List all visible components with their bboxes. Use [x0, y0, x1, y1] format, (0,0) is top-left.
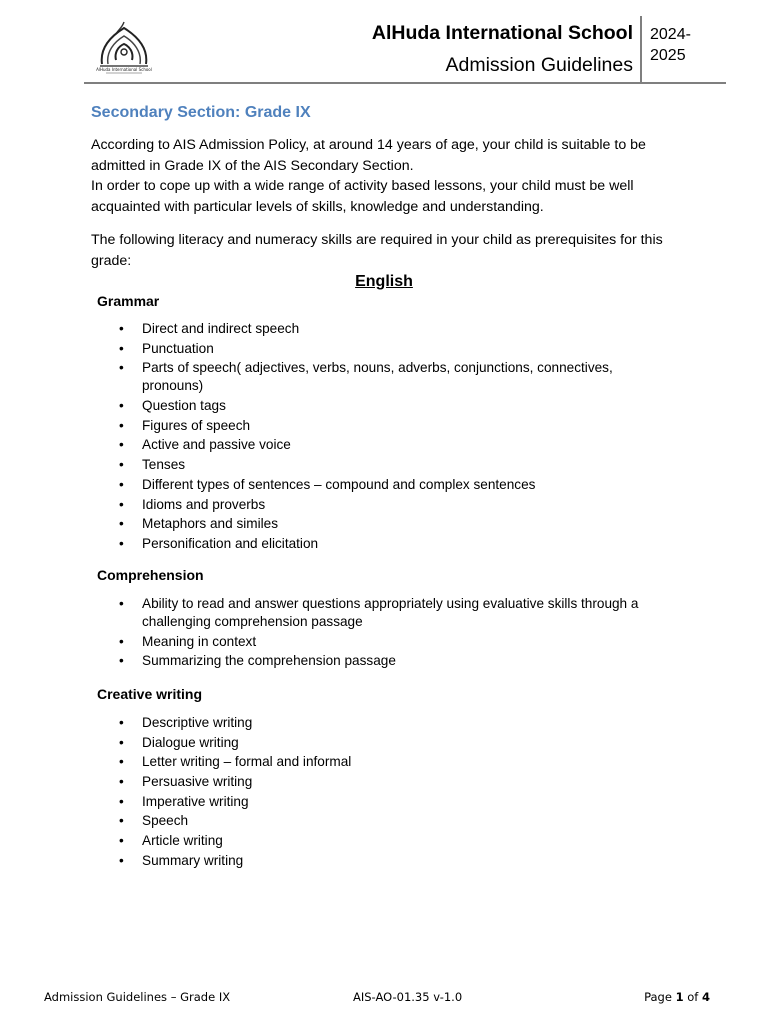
page-current: 1 [675, 990, 684, 1004]
intro-paragraph-3: The following literacy and numeracy skills are required in your child as prerequisites for this grade: [91, 232, 663, 269]
list-item: • Figures of speech [0, 417, 642, 435]
grammar-heading: Grammar [97, 293, 160, 309]
list-item: • Article writing [0, 832, 642, 850]
school-crest-icon [94, 20, 154, 80]
list-item: • Question tags [0, 397, 642, 415]
page-number [644, 990, 710, 1004]
intro-paragraph-2: In order to cope up with a wide range of activity based lessons, your child must be well acquainted with particular levels of skills, knowledge and understanding. [91, 178, 634, 215]
list-item: • Dialogue writing [0, 734, 642, 752]
list-item: • Letter writing – formal and informal [0, 753, 642, 771]
comprehension-list [0, 595, 642, 672]
list-item: • Imperative writing [0, 793, 642, 811]
academic-year-start: 2024- [650, 26, 691, 43]
page-total: 4 [701, 990, 710, 1004]
list-item: • Speech [0, 812, 642, 830]
subject-heading: English [355, 273, 413, 290]
footer-document-code: AIS-AO-01.35 v-1.0 [353, 990, 463, 1004]
list-item: • Different types of sentences – compound and complex sentences [0, 476, 642, 494]
list-item: • Punctuation [0, 340, 642, 358]
footer-title: Admission Guidelines – Grade IX [44, 990, 231, 1004]
header-divider-vertical [640, 16, 642, 84]
comprehension-heading: Comprehension [97, 567, 204, 583]
header-divider-horizontal [84, 82, 726, 84]
school-name: AlHuda International School [371, 22, 633, 44]
page-of-label: of [687, 990, 699, 1004]
list-item: • Metaphors and similes [0, 515, 642, 533]
page-label: Page [644, 990, 672, 1004]
document-subtitle: Admission Guidelines [445, 54, 633, 76]
intro-paragraph-1: According to AIS Admission Policy, at around 14 years of age, your child is suitable to be admitted in Grade IX of the AIS Secondary Section. [91, 137, 646, 174]
list-item: • Summarizing the comprehension passage [0, 652, 642, 670]
list-item: • Tenses [0, 456, 642, 474]
grammar-list [0, 320, 642, 555]
creative-writing-heading: Creative writing [97, 686, 203, 702]
list-item: • Idioms and proverbs [0, 496, 642, 514]
academic-year-end: 2025 [650, 47, 686, 64]
list-item: • Personification and elicitation [0, 535, 642, 553]
creative-writing-list [0, 714, 642, 872]
list-item: • Summary writing [0, 852, 642, 870]
list-item: • Persuasive writing [0, 773, 642, 791]
list-item: • Active and passive voice [0, 436, 642, 454]
school-logo [94, 20, 154, 80]
section-title: Secondary Section: Grade IX [91, 104, 311, 121]
list-item: • Parts of speech( adjectives, verbs, nouns, adverbs, conjunctions, connectives, pronouns) [0, 359, 642, 395]
academic-year [650, 24, 691, 66]
list-item: • Descriptive writing [0, 714, 642, 732]
list-item: • Meaning in context [0, 633, 642, 651]
logo-caption: AlHuda International School [96, 67, 152, 72]
list-item: • Direct and indirect speech [0, 320, 642, 338]
list-item: • Ability to read and answer questions appropriately using evaluative skills through a challenging comprehension passage [0, 595, 642, 631]
